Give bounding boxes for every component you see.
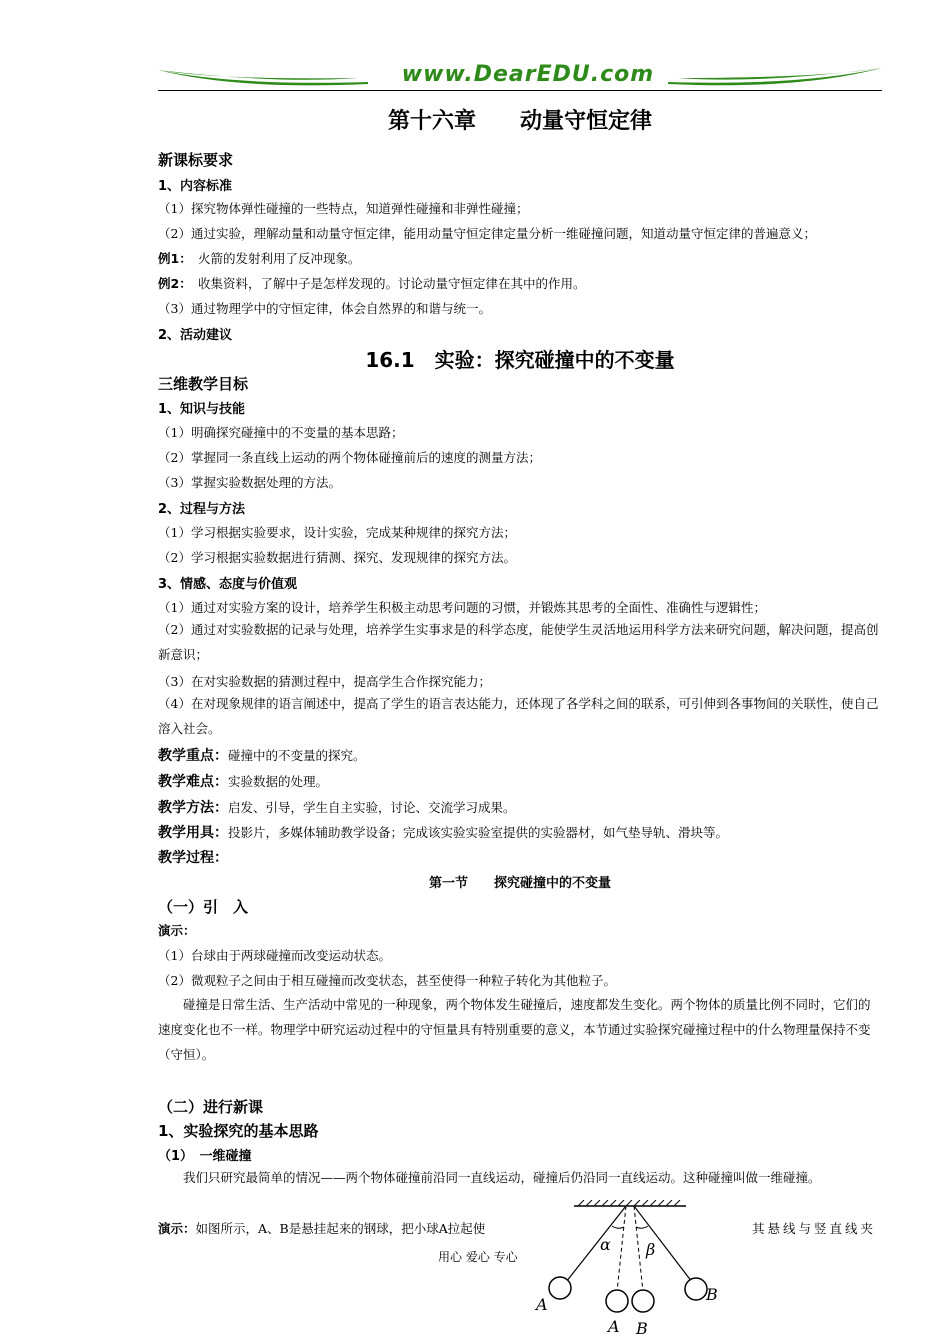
goal-item: （2）掌握同一条直线上运动的两个物体碰撞前后的速度的测量方法； [158, 450, 541, 465]
content-item: （3）通过物理学中的守恒定律，体会自然界的和谐与统一。 [158, 301, 491, 316]
ball-a-raised [549, 1277, 571, 1299]
difficulty-label: 教学难点： [158, 774, 228, 790]
teaching-focus [158, 745, 366, 765]
activity-heading: 2、活动建议 [158, 328, 233, 343]
label-b-rest: B [636, 1319, 648, 1338]
teaching-difficulty [158, 771, 328, 791]
example-text: 收集资料，了解中子是怎样发现的。讨论动量守恒定律在其中的作用。 [185, 276, 586, 291]
tools-text: 投影片，多媒体辅助教学设备；完成该实验实验室提供的实验器材，如气垫导轨、滑块等。 [228, 825, 729, 840]
ball-b-raised [685, 1278, 707, 1300]
beta-arc [636, 1226, 648, 1228]
beta-label: β [646, 1240, 656, 1259]
example-text: 火箭的发射利用了反冲现象。 [185, 251, 361, 266]
alpha-label: α [600, 1235, 611, 1254]
one-dim-heading: （1） 一维碰撞 [158, 1149, 252, 1164]
one-dim-paragraph: 我们只研究最简单的情况——两个物体碰撞前沿同一直线运动，碰撞后仍沿同一直线运动。这种碰撞叫做一维碰撞。 [183, 1170, 821, 1185]
demo-2-text: 如图所示，A、B是悬挂起来的钢球，把小球A拉起使 [195, 1221, 486, 1236]
goal-item: （2）通过对实验数据的记录与处理，培养学生实事求是的科学态度，能使学生灵活地运用科学方法来研究问题，解决问题，提高创新意识； [158, 622, 879, 662]
teaching-process-label: 教学过程： [158, 850, 228, 866]
intro-heading: （一）引 入 [158, 898, 249, 916]
goal-item: （3）在对实验数据的猜测过程中，提高学生合作探究能力； [158, 674, 491, 689]
label-a-raised: A [536, 1295, 548, 1314]
site-logo[interactable]: www.DearEDU.com [401, 62, 655, 87]
teaching-method [158, 797, 516, 817]
example-label: 例1： [158, 251, 186, 266]
example-1 [158, 249, 360, 267]
basic-idea-heading: 1、实验探究的基本思路 [158, 1122, 319, 1140]
string-b-raised [634, 1206, 692, 1282]
focus-text: 碰撞中的不变量的探究。 [228, 748, 366, 763]
intro-paragraph: 碰撞是日常生活、生产活动中常见的一种现象，两个物体发生碰撞后，速度都发生变化。两个物体的质量比例不同时，它们的速度变化也不一样。物理学中研究运动过程中的守恒量具有特别重要的意义，本节通过实验探究碰撞过程中的什么物理量保持不变（守恒）。 [158, 997, 871, 1062]
header-divider [158, 90, 882, 91]
label-b-raised: B [706, 1285, 718, 1304]
lesson-title: 16.1 实验：探究碰撞中的不变量 [365, 348, 675, 372]
content-item: （1）探究物体弹性碰撞的一些特点，知道弹性碰撞和非弹性碰撞； [158, 201, 529, 216]
ball-b-rest [632, 1290, 654, 1312]
goal-item: （1）学习根据实验要求，设计实验，完成某种规律的探究方法； [158, 525, 516, 540]
new-lesson-heading: （二）进行新课 [158, 1098, 264, 1116]
string-a-raised [566, 1206, 626, 1282]
demo-2 [158, 1219, 485, 1237]
content-item: （2）通过实验，理解动量和动量守恒定律，能用动量守恒定律定量分析一维碰撞问题，知道动量守恒定律的普遍意义； [158, 226, 816, 241]
goal-1-heading: 1、知识与技能 [158, 402, 246, 417]
curriculum-heading: 新课标要求 [158, 151, 234, 169]
goal-3-heading: 3、情感、态度与价值观 [158, 577, 298, 592]
tools-label: 教学用具： [158, 825, 228, 841]
method-text: 启发、引导，学生自主实验，讨论、交流学习成果。 [228, 800, 516, 815]
goal-2-heading: 2、过程与方法 [158, 502, 246, 517]
goal-item: （2）学习根据实验数据进行猜测、探究、发现规律的探究方法。 [158, 550, 516, 565]
goal-item: （1）明确探究碰撞中的不变量的基本思路； [158, 425, 404, 440]
section-1-title: 第一节 探究碰撞中的不变量 [428, 876, 611, 891]
demo-item: （2）微观粒子之间由于相互碰撞而改变状态，甚至使得一种粒子转化为其他粒子。 [158, 973, 616, 988]
page-footer: 用心 爱心 专心 [438, 1250, 518, 1264]
goal-item: （4）在对现象规律的语言阐述中，提高了学生的语言表达能力，还体现了各学科之间的联系，可引伸到各事物间的关联性，使自己溶入社会。 [158, 696, 879, 736]
method-label: 教学方法： [158, 800, 228, 816]
example-2 [158, 274, 585, 292]
demo-item: （1）台球由于两球碰撞而改变运动状态。 [158, 948, 391, 963]
goal-item: （1）通过对实验方案的设计，培养学生积极主动思考问题的习惯，并锻炼其思考的全面性、准确性与逻辑性； [158, 600, 766, 615]
ball-a-rest [606, 1290, 628, 1312]
example-label: 例2： [158, 276, 186, 291]
focus-label: 教学重点： [158, 748, 228, 764]
demo-2-label: 演示： [158, 1221, 196, 1236]
pendulum-figure [530, 1200, 730, 1344]
demo-2-tail: 其悬线与竖直线夹 [752, 1221, 877, 1236]
ceiling-hatch [578, 1200, 680, 1206]
goals-heading: 三维教学目标 [158, 375, 249, 393]
content-standard-heading: 1、内容标准 [158, 179, 233, 194]
goal-item: （3）掌握实验数据处理的方法。 [158, 475, 341, 490]
string-b-rest [634, 1206, 643, 1292]
chapter-title: 第十六章 动量守恒定律 [387, 109, 652, 134]
label-a-rest: A [608, 1317, 620, 1336]
alpha-arc [612, 1226, 624, 1228]
difficulty-text: 实验数据的处理。 [228, 774, 329, 789]
teaching-tools [158, 822, 728, 842]
string-a-rest [617, 1206, 626, 1292]
demo-label: 演示： [158, 923, 196, 938]
